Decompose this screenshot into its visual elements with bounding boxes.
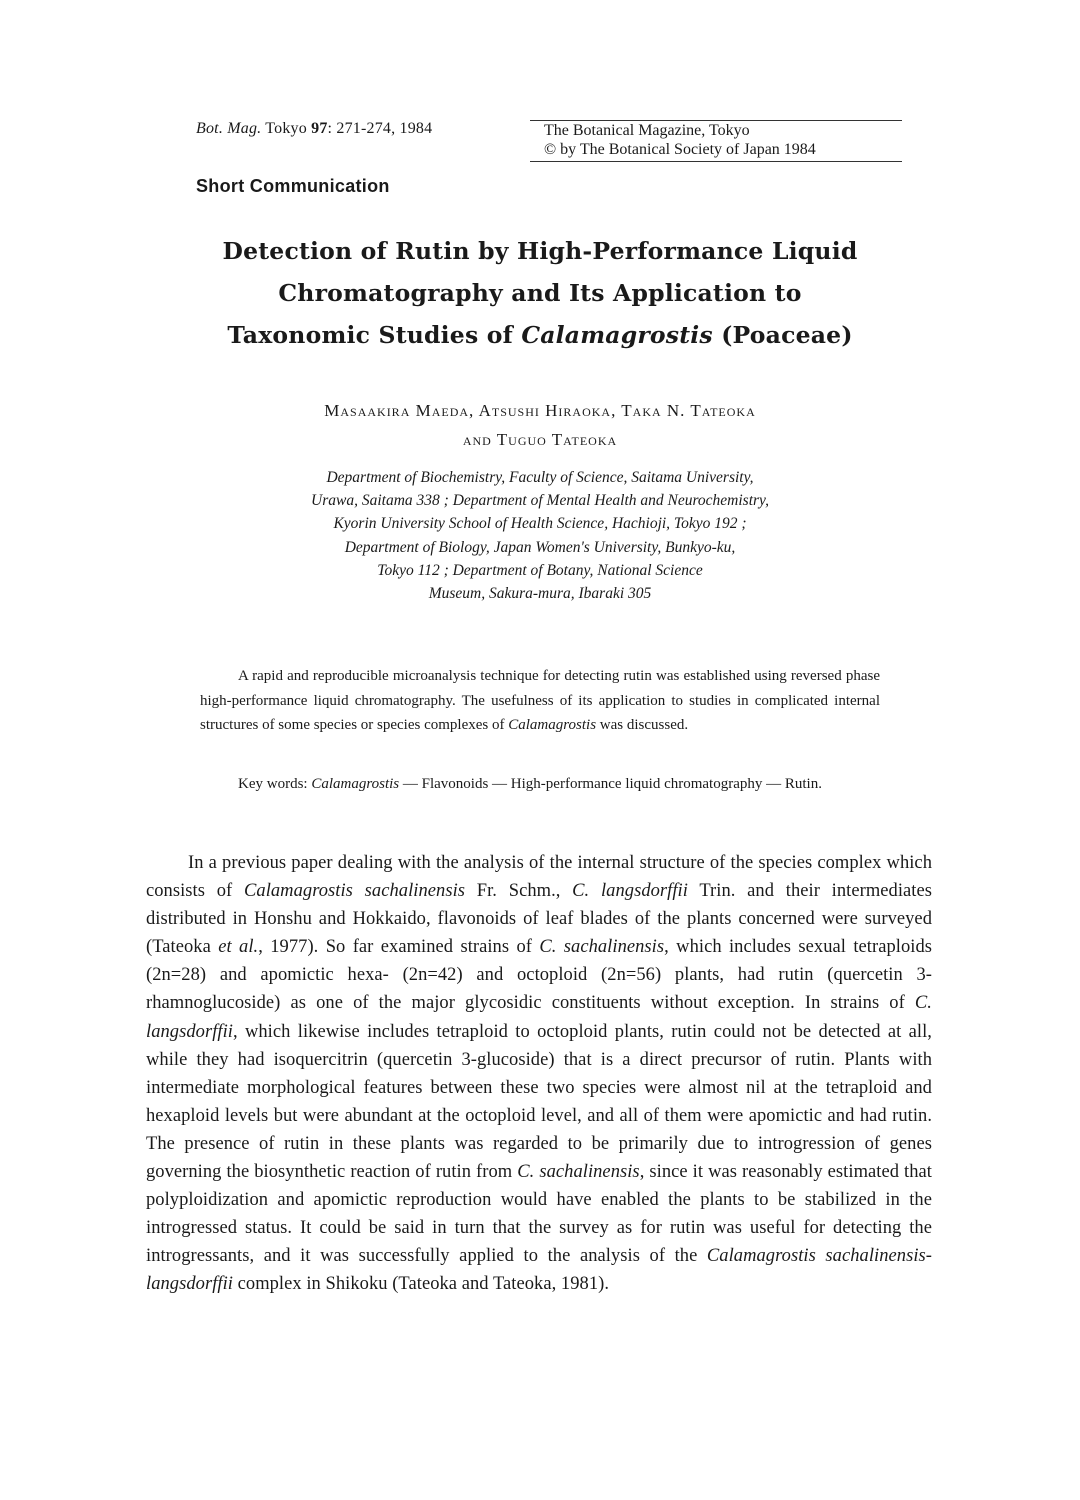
title-genus: Calamagrostis [521,321,713,349]
affiliations [130,466,950,605]
body-text: In a previous paper dealing with the analysis of the internal structure of the species complex which consists of [146,853,932,902]
affiliation-line: Tokyo 112 ; Department of Botany, National Science [377,561,703,579]
authors [130,396,950,454]
body-text: , since it was reasonably estimated that polyploidization and apomictic reproduction would have enabled the plants to be stabilized in the introgressed status. It could be said in turn that the survey as for rutin was useful for detecting the introgressants, and it was successfully applied to the analysis of the [146,1162,932,1267]
publisher-box [530,120,902,162]
authors-line-2: and Tuguo Tateoka [462,430,618,449]
keywords-label: Key words: [238,776,312,792]
citation-city: Tokyo [261,120,312,137]
keyword-genus: Calamagrostis [311,776,400,792]
keywords [200,772,880,797]
body-text: , which includes sexual tetraploids (2n=28) and apomictic hexa- (2n=42) and octoploid (2n=56) plants, had rutin (quercetin 3-rhamnoglucoside) as one of the major glycosidic constituents without exception. In strains of [146,937,932,1014]
body-text: complex in Shikoku (Tateoka and Tateoka, 1981). [232,1274,610,1295]
body-italic: C. langsdorffii [146,993,932,1042]
affiliation-line: Museum, Sakura-mura, Ibaraki 305 [428,585,652,603]
body-italic: et al. [218,937,259,958]
title-line-2: Chromatography and Its Application to [278,279,802,307]
citation-volume: 97 [311,120,328,137]
publisher-name: The Botanical Magazine, Tokyo [544,122,750,139]
affiliation-line: Department of Biology, Japan Women's University, Bunkyo-ku, [344,538,736,556]
copyright-notice: © by The Botanical Society of Japan 1984 [544,141,816,158]
authors-line-1: Masaakira Maeda, Atsushi Hiraoka, Taka N. Tateoka [324,401,756,420]
abstract-text: A rapid and reproducible microanalysis technique for detecting rutin was established using reversed phase high-performance liquid chromatography. The usefulness of its application to studies in complicated internal structures of some species or species complexes of [200,668,880,733]
affiliation-line: Department of Biochemistry, Faculty of Science, Saitama University, [326,469,754,486]
abstract [200,664,880,738]
body-italic: C. sachalinensis [539,937,665,958]
body-text: Trin. and their intermediates distributed in Honshu and Hokkaido, flavonoids of leaf blades of the plants concerned were surveyed (Tateoka [146,881,932,958]
keywords-rest: — Flavonoids — High-performance liquid chromatography — Rutin. [399,776,822,792]
body-paragraph [146,849,932,1299]
affiliation-line: Kyorin University School of Health Science, Hachioji, Tokyo 192 ; [333,515,747,533]
journal-citation [196,120,432,138]
citation-journal: Bot. Mag. [196,120,262,137]
title-line-1: Detection of Rutin by High-Performance Liquid [222,237,858,265]
abstract-text-end: was discussed. [596,717,689,733]
title-line-3-start: Taxonomic Studies of [227,321,522,349]
affiliation-line: Urawa, Saitama 338 ; Department of Mental Health and Neurochemistry, [311,492,769,510]
body-text: , 1977). So far examined strains of [258,937,540,958]
title-line-3 [130,314,950,356]
body-italic: C. sachalinensis [517,1162,640,1183]
body-text: , which likewise includes tetraploid to octoploid plants, rutin could not be detected at all, while they had isoquercitrin (quercetin 3-glucoside) that is a direct precursor of rutin. Plants with intermediate morphological features between these two species were almost nil at the tetraploid and hexaploid levels but were abundant at the octoploid level, and all of them were apomictic and had rutin. The presence of rutin in these plants was regarded to be primarily due to introgression of genes governing the biosynthetic reaction of rutin from [146,1021,932,1183]
body-text: Fr. Schm., [465,881,573,902]
body-italic: C. langsdorffii [572,881,688,902]
paper-title [130,230,950,356]
section-label: Short Communication [196,176,390,196]
title-line-3-end: (Poaceae) [712,321,853,349]
body-italic: Calamagrostis sachalinensis [244,881,466,902]
abstract-genus: Calamagrostis [508,717,597,733]
body-italic: Calamagrostis sachalinensis-langsdorffii [146,1246,932,1295]
citation-pages: : 271-274, 1984 [327,120,433,137]
